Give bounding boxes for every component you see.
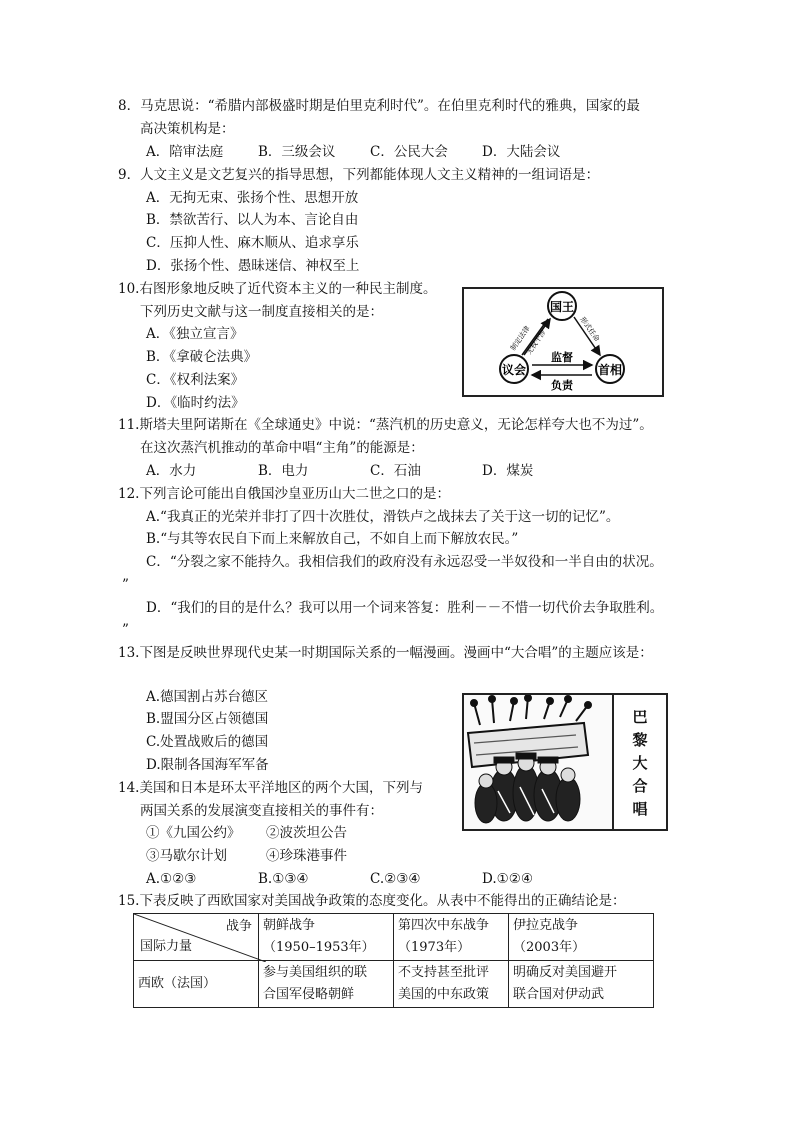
col-mideast-name: 第四次中东战争	[398, 918, 490, 933]
q15-table	[133, 913, 654, 1008]
table-col-iraq	[509, 914, 654, 961]
col-korea-name: 朝鲜战争	[263, 918, 316, 933]
table-col-mideast	[394, 914, 509, 961]
q11-stem: 11.斯塔夫里阿诺斯在《全球通史》中说：“蒸汽机的历史意义，无论怎样夸大也不为过”。	[118, 417, 653, 433]
q12-option-d-end: ”	[122, 622, 129, 638]
q10-option-b: B．《拿破仑法典》	[146, 349, 258, 365]
q14-item-2: ②波茨坦公告	[266, 825, 347, 841]
q14-option-d: D.①②④	[482, 871, 533, 887]
q11-option-c: C．石油	[370, 463, 421, 479]
q12-option-c-end: ”	[122, 577, 129, 593]
q14-option-b: B.①③④	[258, 871, 309, 887]
q8-option-c: C．公民大会	[370, 144, 448, 160]
cell-korea	[259, 961, 394, 1008]
q14-item-4: ④珍珠港事件	[266, 848, 347, 864]
q13-option-a: A.德国割占苏台德区	[146, 689, 269, 705]
q12-option-c: C．“分裂之家不能持久。我相信我们的政府没有永远忍受一半奴役和一半自由的状况。	[146, 554, 663, 570]
caption-char-5: 唱	[632, 799, 648, 818]
q9-option-a: A．无拘无束、张扬个性、思想开放	[146, 190, 359, 206]
cartoon-drawing	[464, 695, 614, 829]
label-left-outer: 制定法律	[509, 324, 532, 353]
q8-stem-cont: 高决策机构是：	[140, 121, 235, 137]
q12-option-a: A.“我真正的光荣并非打了四十次胜仗，滑铁卢之战抹去了关于这一切的记忆”。	[146, 509, 620, 525]
label-right: 形式任命	[578, 315, 601, 344]
q12-option-b: B.“与其等农民自下而上来解放自己，不如自上而下解放农民。”	[146, 531, 519, 547]
cell-mideast	[394, 961, 509, 1008]
q14-items-row2	[146, 845, 347, 867]
node-king-label: 国王	[549, 300, 575, 314]
q9-option-d: D．张扬个性、愚昧迷信、神权至上	[146, 258, 360, 274]
q14-options	[146, 868, 594, 890]
constitutional-monarchy-diagram	[462, 287, 664, 397]
col-iraq-name: 伊拉克战争	[513, 918, 579, 933]
corner-top-label: 战争	[225, 919, 252, 934]
table-header-row	[134, 914, 654, 961]
q14-option-c: C.②③④	[370, 871, 421, 887]
corner-bottom-label: 国际力量	[140, 939, 193, 954]
q8-option-d: D．大陆会议	[482, 144, 561, 160]
table-row	[134, 961, 654, 1008]
q14-item-3: ③马歇尔计划	[146, 848, 227, 864]
q11-option-b: B．电力	[258, 463, 309, 479]
q14-option-a: A.①②③	[146, 871, 197, 887]
q11-option-d: D．煤炭	[482, 463, 534, 479]
q13-stem: 13.下图是反映世界现代史某一时期国际关系的一幅漫画。漫画中“大合唱”的主题应该是：	[118, 645, 653, 661]
label-left-inner: 无权干涉	[525, 328, 548, 357]
q10-stem-cont: 下列历史文献与这一制度直接相关的是：	[140, 304, 383, 320]
q8-option-a: A．陪审法庭	[146, 144, 224, 160]
diagram-svg	[464, 289, 662, 395]
q12-stem: 12.下列言论可能出自俄国沙皇亚历山大二世之口的是：	[118, 486, 450, 502]
q10-option-a: A．《独立宣言》	[146, 326, 244, 342]
q8-stem: 8．马克思说：“希腊内部极盛时期是伯里克利时代”。在伯里克利时代的雅典，国家的最	[118, 98, 640, 114]
cell-mideast-line1: 不支持甚至批评	[398, 965, 490, 980]
caption-char-1: 巴	[632, 707, 648, 726]
q13-option-d: D.限制各国海军军备	[146, 757, 269, 773]
cell-iraq-line2: 联合国对伊动武	[513, 987, 605, 1002]
cell-korea-line1: 参与美国组织的联	[263, 965, 368, 980]
q14-stem: 14.美国和日本是环太平洋地区的两个大国，下列与	[118, 780, 423, 796]
node-parliament-label: 议会	[501, 363, 527, 377]
q9-option-c: C．压抑人性、麻木顺从、追求享乐	[146, 235, 359, 251]
label-responsible: 负责	[551, 379, 573, 392]
caption-char-2: 黎	[632, 730, 648, 749]
cell-mideast-line2: 美国的中东政策	[398, 987, 490, 1002]
q14-items-row1	[146, 822, 347, 844]
cell-korea-line2: 合国军侵略朝鲜	[263, 987, 355, 1002]
q13-option-c: C.处置战败后的德国	[146, 734, 269, 750]
q15-stem: 15.下表反映了西欧国家对美国战争政策的态度变化。从表中不能得出的正确结论是：	[118, 893, 626, 909]
table-corner-cell	[134, 914, 259, 961]
col-iraq-years: （2003年）	[513, 940, 586, 955]
q8-options	[146, 141, 594, 163]
q9-stem: 9．人文主义是文艺复兴的指导思想，下列都能体现人文主义精神的一组词语是：	[118, 167, 600, 183]
paris-chorus-cartoon	[462, 693, 668, 831]
col-korea-years: （1950–1953年）	[263, 940, 375, 955]
cell-iraq-line1: 明确反对美国避开	[513, 965, 618, 980]
q14-stem-cont: 两国关系的发展演变直接相关的事件有：	[140, 803, 383, 819]
label-supervise: 监督	[551, 351, 573, 364]
caption-char-3: 大	[632, 753, 648, 772]
col-mideast-years: （1973年）	[398, 940, 471, 955]
q9-option-b: B．禁欲苦行、以人为本、言论自由	[146, 212, 359, 228]
q14-item-1: ①《九国公约》	[146, 825, 241, 841]
q10-stem: 10.右图形象地反映了近代资本主义的一种民主制度。	[118, 281, 437, 297]
table-col-korea	[259, 914, 394, 961]
q12-option-d: D．“我们的目的是什么？我可以用一个词来答复：胜利－－不惜一切代价去争取胜利。	[146, 600, 664, 616]
q13-option-b: B.盟国分区占领德国	[146, 711, 269, 727]
caption-char-4: 合	[632, 776, 648, 795]
q8-option-b: B．三级会议	[258, 144, 336, 160]
q11-options	[146, 460, 594, 482]
q10-option-d: D．《临时约法》	[146, 395, 245, 411]
q11-stem-cont: 在这次蒸汽机推动的革命中唱“主角”的能源是：	[140, 440, 424, 456]
q11-option-a: A．水力	[146, 463, 197, 479]
cartoon-caption	[612, 695, 666, 829]
cell-iraq	[509, 961, 654, 1008]
q10-option-c: C．《权利法案》	[146, 372, 245, 388]
row-label-west-europe: 西欧（法国）	[134, 961, 259, 1008]
node-pm-label: 首相	[597, 363, 623, 377]
